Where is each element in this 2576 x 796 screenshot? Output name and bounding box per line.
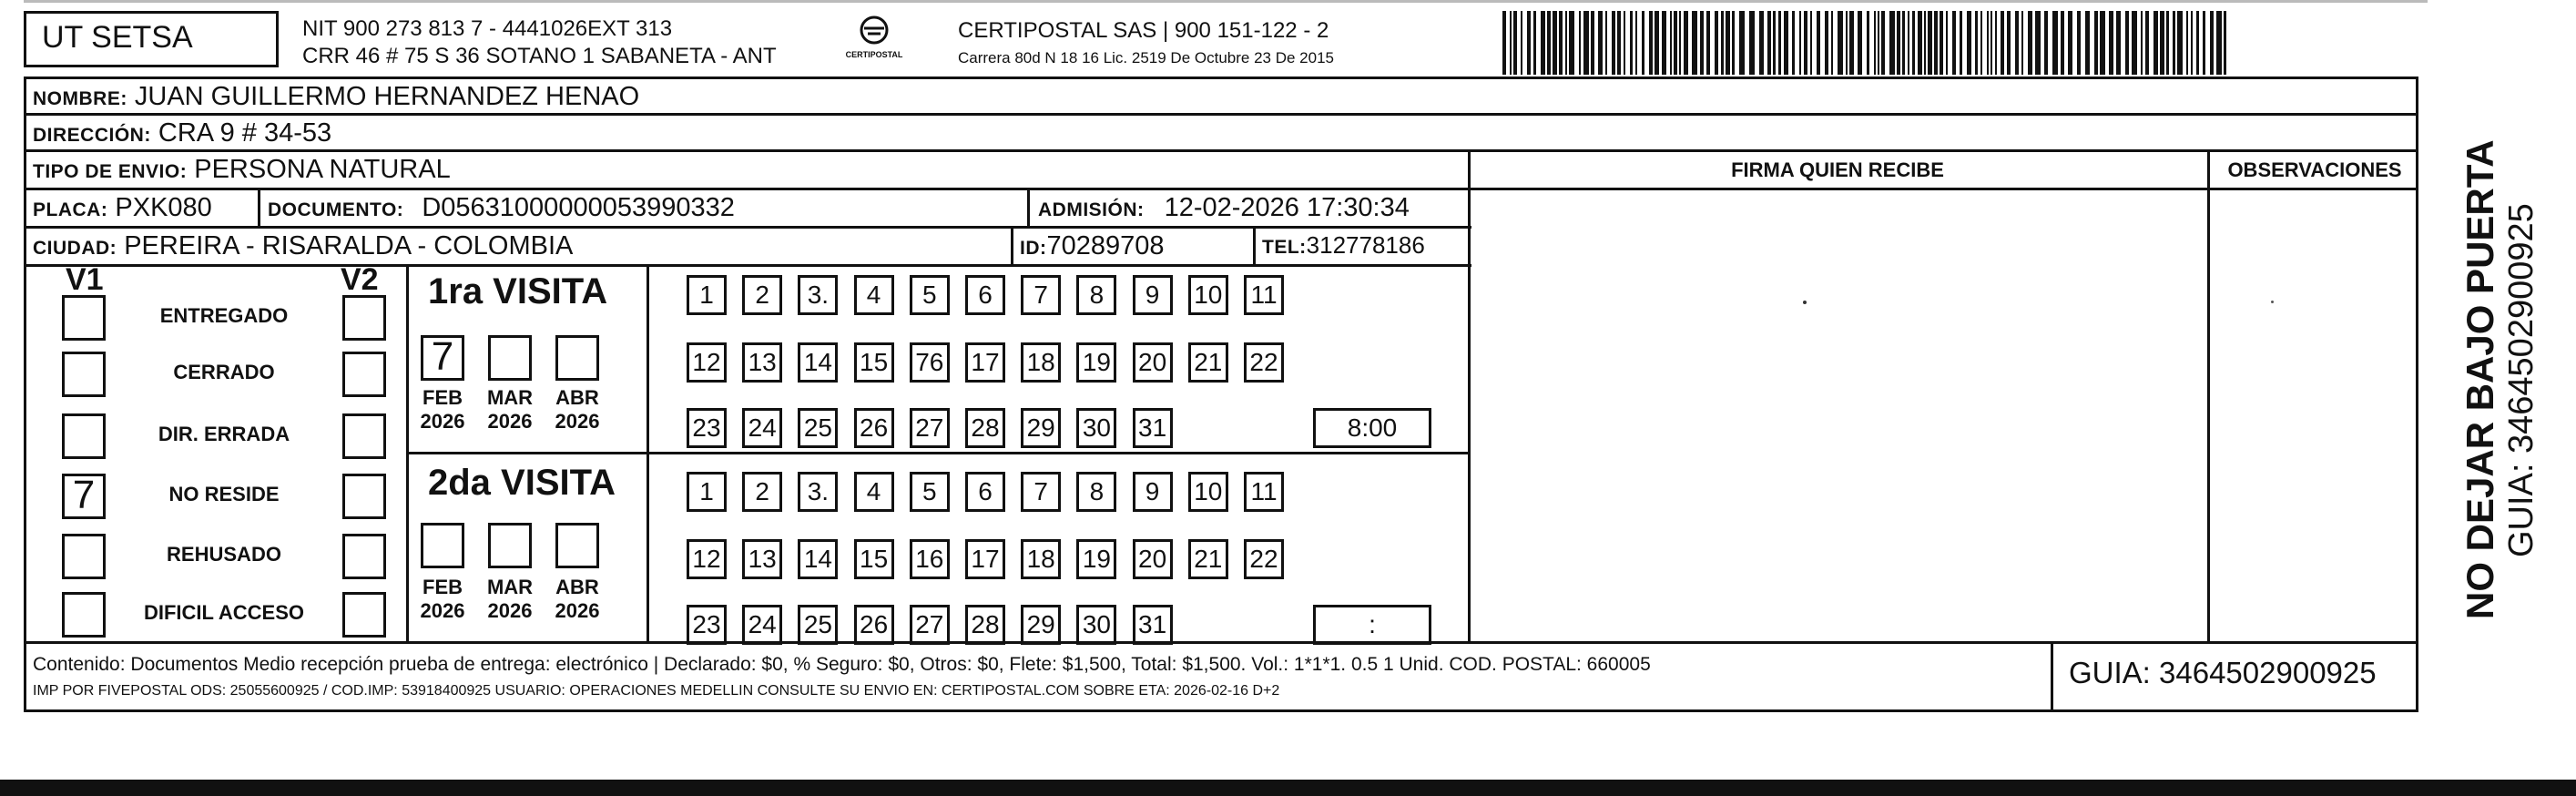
day-box[interactable]: 10 [1188,472,1228,512]
day-box[interactable]: 6 [965,275,1005,315]
bottom-edge [0,780,2576,796]
barcode-bar [1902,11,1905,75]
barcode-bar [1867,11,1869,75]
barcode-bar [2109,11,2113,75]
barcode-bar [1912,11,1915,75]
documento-value: D05631000000053990332 [422,193,735,222]
day-box[interactable]: 15 [854,342,894,383]
time-box[interactable]: 8:00 [1313,408,1431,448]
barcode-bar [1778,11,1781,75]
month-label [550,576,605,623]
day-box[interactable]: 24 [742,408,782,448]
contenido-text: Contenido: Documentos Medio recepción prueba de entrega: electrónico | Declarado: $0, % Seguro: $0, Otros: $0, Flete: $1,500, Total: $1,500. Vol.: 1*1*1. 0.5 1 Unid. COD. POSTAL: 660005 [33,654,1651,675]
barcode-bar [1946,11,1948,75]
barcode-bar [1649,11,1653,75]
admision-label: ADMISIÓN: [1038,199,1145,220]
day-box[interactable]: 30 [1076,605,1116,645]
barcode-bar [1773,11,1776,75]
day-box[interactable]: 25 [798,605,838,645]
barcode-bar [1630,11,1633,75]
barcode-bar [1617,11,1621,75]
barcode-bar [1502,11,1506,75]
month-checkbox[interactable]: 7 [421,335,464,381]
barcode-bar [1918,11,1922,75]
placa-value: PXK080 [115,193,212,222]
barcode-bar [2100,11,2105,75]
day-box[interactable]: 2 [742,472,782,512]
barcode-bar [2007,11,2011,75]
month-checkbox[interactable] [555,335,599,381]
status-label: REHUSADO [167,543,281,566]
day-box[interactable]: 31 [1133,408,1173,448]
nombre-label: NOMBRE: [33,88,127,109]
day-box[interactable]: 9 [1133,472,1173,512]
day-box[interactable]: 1 [687,275,727,315]
barcode-bar [1799,11,1801,75]
barcode-bar [1831,11,1833,75]
ciudad-field [33,231,573,261]
day-box[interactable]: 13 [742,539,782,579]
barcode-bar [1908,11,1909,75]
barcode-bar [2173,11,2175,75]
barcode-bar [2177,11,2183,75]
barcode-bar [1980,11,1982,75]
month-name: MAR [486,386,534,409]
month-name: MAR [486,576,534,598]
barcode-bar [1700,11,1704,75]
day-box[interactable]: 14 [798,539,838,579]
barcode-bar [2166,11,2169,75]
status-label: ENTREGADO [159,304,289,327]
barcode-bar [1924,11,1926,75]
barcode-bar [2077,11,2081,75]
second-visit-title: 2da VISITA [428,463,616,503]
logo-icon [853,15,895,46]
barcode-bar [1749,11,1755,75]
day-box[interactable]: 15 [854,539,894,579]
day-box[interactable]: 18 [1021,342,1061,383]
ciudad-label: CIUDAD: [33,238,117,259]
day-box[interactable]: 11 [1244,275,1284,315]
v1-checkbox[interactable] [62,413,106,459]
barcode-bar [1804,11,1807,75]
barcode-bar [1670,11,1672,75]
day-box[interactable]: 21 [1188,342,1228,383]
day-box[interactable]: 20 [1133,342,1173,383]
day-box[interactable]: 3. [798,275,838,315]
observation-dot [2271,301,2274,303]
barcode-bar [2068,11,2072,75]
barcode-bar [1612,11,1615,75]
day-box[interactable]: 5 [910,472,950,512]
barcode-bar [1874,11,1876,75]
barcode-bar [1784,11,1788,75]
status-label: NO RESIDE [168,483,280,505]
month-year: 2026 [487,410,533,433]
barcode-bar [1569,11,1574,75]
barcode-bar [1849,11,1854,75]
barcode-bar [2224,11,2226,75]
barcode-bar [1897,11,1900,75]
month-year: 2026 [555,599,600,622]
barcode-bar [2015,11,2019,75]
barcode-bar [1838,11,1843,75]
direccion-value: CRA 9 # 34-53 [158,118,332,148]
status-label: DIR. ERRADA [158,423,290,445]
observaciones-header: OBSERVACIONES [2227,158,2402,181]
month-checkbox[interactable] [421,523,464,568]
top-edge-line [24,0,2428,3]
barcode-bar [1598,11,1603,75]
v1-checkbox[interactable] [62,295,106,341]
v1-label: V1 [66,262,104,297]
barcode-bar [1533,11,1536,75]
month-year: 2026 [420,599,465,622]
nombre-field [33,82,639,112]
barcode-bar [1991,11,1992,75]
ciudad-value: PEREIRA - RISARALDA - COLOMBIA [124,231,574,260]
barcode-bar [2216,11,2222,75]
barcode-bar [2044,11,2048,75]
v2-checkbox[interactable] [342,413,386,459]
certipostal-sub: Carrera 80d N 18 16 Lic. 2519 De Octubre 23 De 2015 [958,49,1334,66]
day-box[interactable]: 11 [1244,472,1284,512]
day-box[interactable]: 27 [910,605,950,645]
day-box[interactable]: 6 [965,472,1005,512]
barcode-bar [1706,11,1710,75]
firma-header: FIRMA QUIEN RECIBE [1731,158,1944,181]
barcode-bar [1715,11,1718,75]
day-box[interactable]: 8 [1076,275,1116,315]
barcode-bar [1591,11,1594,75]
barcode-bar [2035,11,2041,75]
logo-text: CERTIPOSTAL [845,50,903,59]
tipo-label: TIPO DE ENVIO: [33,161,188,182]
day-box[interactable]: 12 [687,342,727,383]
month-label [483,576,537,623]
month-label [415,386,470,434]
barcode-bar [1759,11,1764,75]
barcode-bar [1692,11,1697,75]
barcode-bar [2001,11,2004,75]
barcode-bar [1721,11,1724,75]
barcode-bar [1662,11,1666,75]
barcode-bar [1527,11,1531,75]
status-label: DIFICIL ACCESO [143,601,304,624]
admision-value: 12-02-2026 17:30:34 [1164,193,1410,222]
barcode-bar [1858,11,1862,75]
v2-checkbox[interactable] [342,295,386,341]
day-box[interactable]: 26 [854,605,894,645]
documento-label: DOCUMENTO: [268,199,404,220]
barcode-bar [1960,11,1962,75]
barcode-bar [1655,11,1659,75]
day-box[interactable]: 20 [1133,539,1173,579]
day-box[interactable]: 8 [1076,472,1116,512]
barcode-bar [1810,11,1812,75]
day-box[interactable]: 14 [798,342,838,383]
v2-checkbox[interactable] [342,534,386,579]
id-label: ID: [1020,238,1047,259]
first-visit-title: 1ra VISITA [428,271,608,311]
barcode-bar [1739,11,1745,75]
month-year: 2026 [420,410,465,433]
month-name: FEB [423,386,463,409]
tipo-field [33,155,451,185]
month-label [415,576,470,623]
day-box[interactable]: 4 [854,275,894,315]
barcode-bar [2141,11,2143,75]
day-box[interactable]: 17 [965,539,1005,579]
day-box[interactable]: 29 [1021,605,1061,645]
address-line: CRR 46 # 75 S 36 SOTANO 1 SABANETA - ANT [302,44,777,68]
day-box[interactable]: 4 [854,472,894,512]
barcode-bar [1521,11,1522,75]
v1-checkbox[interactable] [62,352,106,397]
day-box[interactable]: 9 [1133,275,1173,315]
barcode-bar [1541,11,1545,75]
barcode-bar [2125,11,2129,75]
barcode-bar [1583,11,1589,75]
day-box[interactable]: 3. [798,472,838,512]
barcode-bar [1679,11,1681,75]
barcode-bar [1928,11,1932,75]
barcode-bar [2052,11,2058,75]
v2-checkbox[interactable] [342,352,386,397]
tel-value: 312778186 [1306,231,1425,259]
month-year: 2026 [555,410,600,433]
barcode-bar [2094,11,2098,75]
barcode-bar [2160,11,2164,75]
tel-label: TEL: [1262,237,1307,258]
day-box[interactable]: 22 [1244,342,1284,383]
day-box[interactable]: 18 [1021,539,1061,579]
day-box[interactable]: 23 [687,605,727,645]
footer-guia: GUIA: 3464502900925 [2069,656,2377,689]
barcode-bar [2021,11,2023,75]
v2-checkbox[interactable] [342,592,386,638]
barcode-bar [1817,11,1820,75]
barcode-bar [1547,11,1551,75]
direccion-label: DIRECCIÓN: [33,125,151,146]
placa-label: PLACA: [33,199,108,220]
barcode-bar [1995,11,1997,75]
status-label: CERRADO [173,361,275,383]
barcode-bar [2210,11,2214,75]
v2-label: V2 [341,262,379,297]
barcode-bar [1605,11,1607,75]
day-box[interactable]: 19 [1076,342,1116,383]
day-box[interactable]: 30 [1076,408,1116,448]
barcode-bar [2145,11,2149,75]
barcode-bar [1878,11,1879,75]
v1-checkbox[interactable] [62,534,106,579]
signature-dot [1803,301,1807,304]
day-box[interactable]: 27 [910,408,950,448]
barcode-bar [1642,11,1644,75]
barcode-bar [1881,11,1885,75]
company-name: UT SETSA [42,20,193,55]
id-value: 70289708 [1046,231,1165,260]
tipo-value: PERSONA NATURAL [194,155,451,184]
day-box[interactable]: 26 [854,408,894,448]
barcode-bar [1934,11,1938,75]
barcode-bar [1513,11,1517,75]
side-guia: GUIA: 3464502900925 [2502,203,2540,557]
day-box[interactable]: 2 [742,275,782,315]
barcode-bar [1553,11,1557,75]
barcode-bar [1987,11,1989,75]
day-box[interactable]: 19 [1076,539,1116,579]
documento-field [268,193,735,223]
placa-field [33,193,212,223]
barcode-bar [2153,11,2158,75]
barcode-bar [1674,11,1677,75]
day-box[interactable]: 21 [1188,539,1228,579]
barcode-bar [1952,11,1956,75]
barcode-bar [1825,11,1828,75]
barcode-bar [2203,11,2205,75]
day-box[interactable]: 24 [742,605,782,645]
day-box[interactable]: 12 [687,539,727,579]
day-box[interactable]: 5 [910,275,950,315]
barcode-bar [1510,11,1512,75]
barcode-bar [1889,11,1895,75]
id-field [1020,231,1165,261]
day-box[interactable]: 76 [910,342,950,383]
barcode-bar [1635,11,1637,75]
nombre-value: JUAN GUILLERMO HERNANDEZ HENAO [134,82,640,111]
barcode-bar [1792,11,1795,75]
month-label [550,386,605,434]
month-checkbox[interactable] [555,523,599,568]
v1-checkbox[interactable] [62,592,106,638]
day-box[interactable]: 13 [742,342,782,383]
v1-checkbox[interactable]: 7 [62,474,106,519]
day-box[interactable]: 22 [1244,539,1284,579]
barcode-bar [1726,11,1730,75]
barcode-bar [1846,11,1848,75]
barcode-bar [2028,11,2032,75]
month-checkbox[interactable] [488,335,532,381]
day-box[interactable]: 28 [965,605,1005,645]
barcode [1502,11,2231,77]
barcode-bar [1684,11,1688,75]
v2-checkbox[interactable] [342,474,386,519]
barcode-bar [2196,11,2199,75]
month-checkbox[interactable] [488,523,532,568]
time-box[interactable]: : [1313,605,1431,645]
barcode-bar [1624,11,1625,75]
barcode-bar [1967,11,1971,75]
admision-field [1038,193,1410,223]
month-name: ABR [555,386,599,409]
barcode-bar [1767,11,1771,75]
imp-text: IMP POR FIVEPOSTAL ODS: 25055600925 / COD.IMP: 53918400925 USUARIO: OPERACIONES MEDELLIN CONSULTE SU ENVIO EN: CERTIPOSTAL.COM SOBRE ETA: 2026-02-16 D+2 [33,683,1280,699]
day-box[interactable]: 29 [1021,408,1061,448]
side-warning: NO DEJAR BAJO PUERTA [2459,139,2501,619]
barcode-bar [1565,11,1567,75]
day-box[interactable]: 7 [1021,275,1061,315]
barcode-bar [2085,11,2090,75]
certipostal-logo [842,15,906,69]
barcode-bar [1940,11,1943,75]
barcode-bar [2061,11,2064,75]
barcode-bar [1732,11,1735,75]
barcode-bar [2132,11,2137,75]
barcode-bar [1579,11,1581,75]
nit-line: NIT 900 273 813 7 - 4441026EXT 313 [302,16,673,41]
month-name: ABR [555,576,599,598]
day-box[interactable]: 10 [1188,275,1228,315]
month-year: 2026 [487,599,533,622]
tel-field [1262,231,1425,260]
day-box[interactable]: 28 [965,408,1005,448]
day-box[interactable]: 1 [687,472,727,512]
barcode-bar [2116,11,2121,75]
barcode-bar [1559,11,1563,75]
day-box[interactable]: 7 [1021,472,1061,512]
month-label [483,386,537,434]
month-name: FEB [423,576,463,598]
barcode-bar [2186,11,2188,75]
day-box[interactable]: 31 [1133,605,1173,645]
day-box[interactable]: 23 [687,408,727,448]
barcode-bar [1975,11,1978,75]
certipostal-line: CERTIPOSTAL SAS | 900 151-122 - 2 [958,18,1329,43]
day-box[interactable]: 16 [910,539,950,579]
direccion-field [33,118,331,148]
barcode-bar [2191,11,2193,75]
day-box[interactable]: 25 [798,408,838,448]
day-box[interactable]: 17 [965,342,1005,383]
